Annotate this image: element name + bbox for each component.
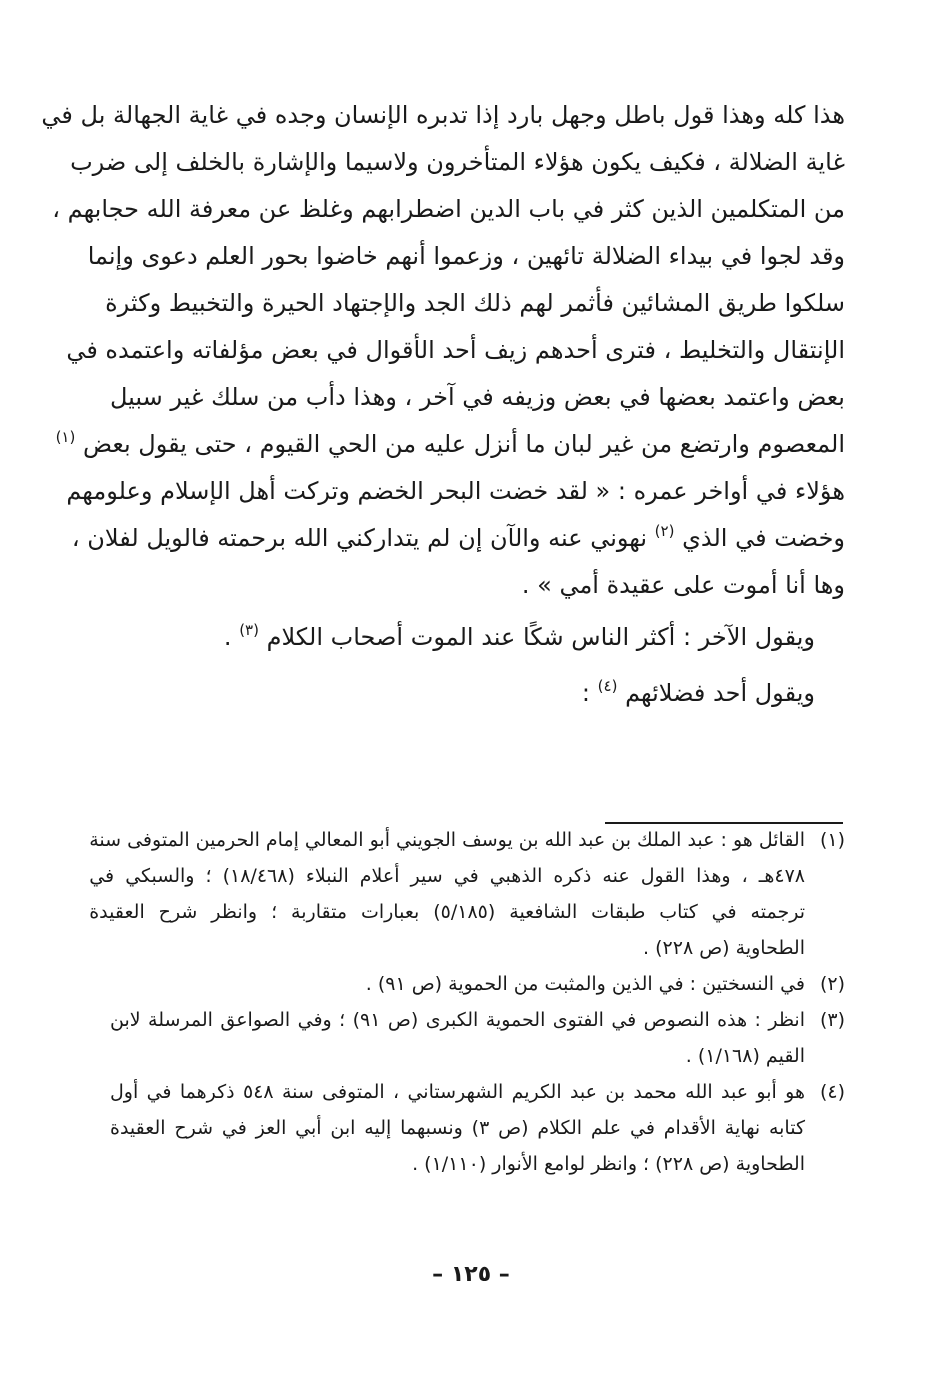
text-span: وخضت في الذي [682,524,845,552]
footnote-line: القائل هو : عبد الملك بن عبد الله بن يوسف الجويني أبو المعالي إمام الحرمين المتوفى سنة [89,829,805,851]
text-line: وها أنا أموت على عقيدة أمي » . [521,571,845,599]
footnote-marker: (١) [55,428,76,446]
paragraph-quote-2 [110,609,845,665]
footnote-body [89,822,805,966]
text-line [71,515,845,562]
text-line: بعض واعتمد بعضها في بعض وزيفه في آخر ، وهذا دأب من سلك غير سبيل [110,383,845,411]
text-line [55,421,845,468]
text-span: ويقول أحد فضلائهم [625,679,815,707]
text-line: الإنتقال والتخليط ، فترى أحدهم زيف أحد الأقوال في بعض مؤلفاته واعتمده في [66,336,845,364]
footnote-line: ٤٧٨هـ ، وهذا القول عنه ذكره الذهبي في سير أعلام النبلاء (١٨/٤٦٨) ؛ والسبكي في [89,865,805,887]
footnote-number: (٤) [819,1081,845,1103]
text-span: ويقول الآخر : أكثر الناس شكًا عند الموت أصحاب الكلام [266,623,815,651]
text-span: : [581,679,598,707]
footnote-marker: (٣) [239,621,259,639]
text-span: المعصوم وارتضع من غير لبان ما أنزل عليه من الحي القيوم ، حتى يقول بعض [82,430,845,458]
text-line: من المتكلمين الذين كثر في باب الدين اضطرابهم وغلظ عن معرفة الله حجابهم ، [52,195,845,223]
text-span: . [223,623,240,651]
footnote-body [110,1074,805,1182]
text-line: هذا كله وهذا قول باطل وجهل بارد إذا تدبره الإنسان وجده في غاية الجهالة بل في [41,101,845,129]
footnote-line: الطحاوية (ص ٢٢٨) ؛ وانظر لوامع الأنوار (١/١١٠) . [412,1153,805,1175]
footnote-line: في النسختين : في الذين والمثبت من الحموية (ص ٩١) . [365,973,805,995]
text-span: نهوني عنه والآن إن لم يتداركني الله برحمته فالويل لفلان ، [71,524,648,552]
footnote-marker: (٢) [654,522,675,540]
footnote-body [110,1002,805,1074]
page-number: – ١٢٥ – [432,1262,510,1287]
footnote-number: (١) [819,829,845,851]
text-line: غاية الضلالة ، فكيف يكون هؤلاء المتأخرون ولاسيما والإشارة بالخلف إلى ضرب [70,148,845,176]
text-line: وقد لجوا في بيداء الضلالة تائهين ، وزعموا أنهم خاضوا بحور العلم دعوى وإنما [87,242,845,270]
footnote-3 [110,1002,845,1074]
footnote-1 [89,822,845,966]
footnote-2 [110,966,845,1002]
footnote-line: القيم (١/١٦٨) . [685,1045,805,1067]
footnote-number: (٢) [819,973,845,995]
text-line: سلكوا طريق المشائين فأثمر لهم ذلك الجد والإجتهاد الحيرة والتخبيط وكثرة [105,289,845,317]
main-text [41,92,845,721]
footnotes [89,820,845,1182]
footnote-body [110,966,805,1002]
footnote-marker: (٤) [597,677,618,695]
paragraph-quote-3 [110,665,845,721]
footnote-line: ترجمته في كتاب طبقات الشافعية (٥/١٨٥) بعبارات متقاربة ؛ وانظر شرح العقيدة [89,901,805,923]
footnote-line: كتابه نهاية الأقدام في علم الكلام (ص ٣) ونسبهما إليه ابن أبي العز في شرح العقيدة [110,1117,806,1139]
text-line: هؤلاء في أواخر عمره : « لقد خضت البحر الخضم وتركت أهل الإسلام وعلومهم [66,477,845,505]
footnote-4 [110,1074,845,1182]
footnote-line: انظر : هذه النصوص في الفتوى الحموية الكبرى (ص ٩١) ؛ وفي الصواعق المرسلة لابن [110,1009,806,1031]
footnote-line: هو أبو عبد الله محمد بن عبد الكريم الشهرستاني ، المتوفى سنة ٥٤٨ ذكرهما في أول [110,1081,805,1103]
footnote-number: (٣) [819,1009,845,1031]
footnote-line: الطحاوية (ص ٢٢٨) . [643,937,805,959]
